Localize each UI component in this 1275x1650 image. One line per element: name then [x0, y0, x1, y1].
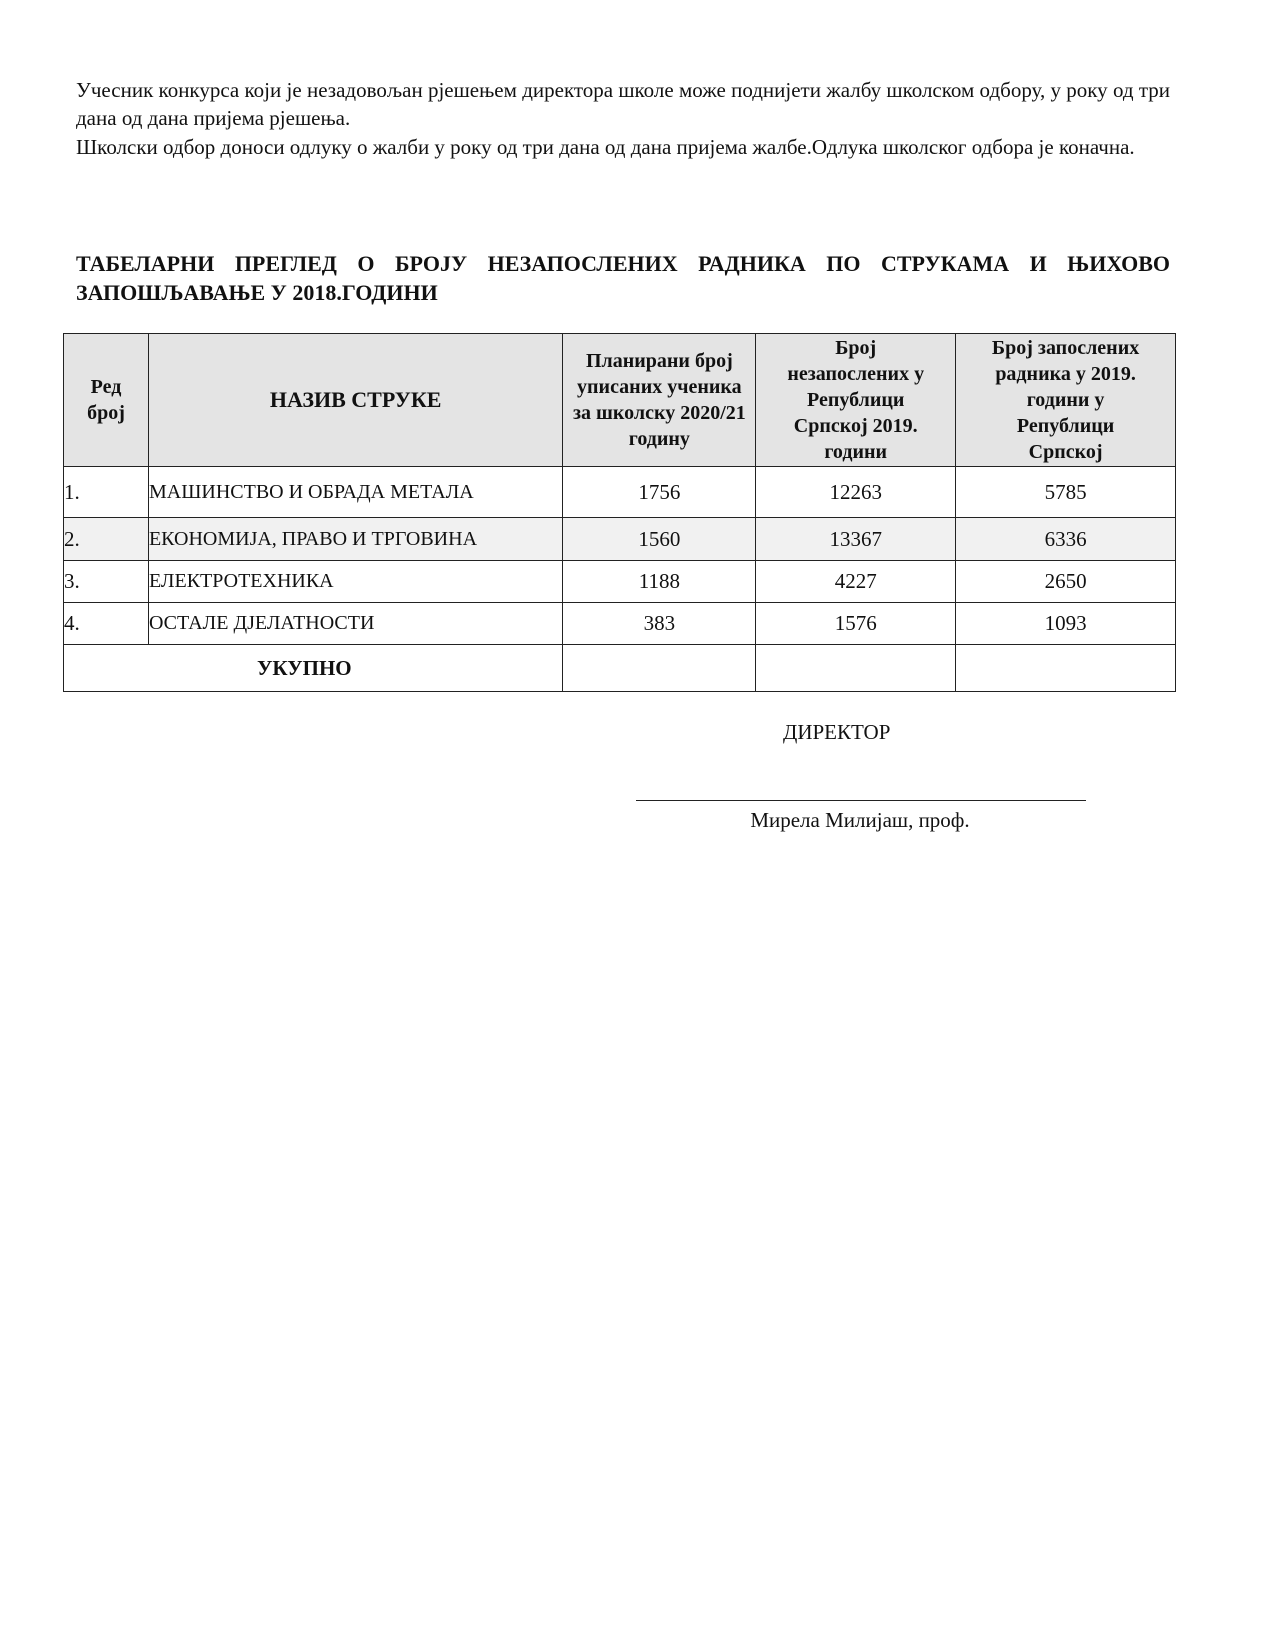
table-heading: ТАБЕЛАРНИ ПРЕГЛЕД О БРОЈУ НЕЗАПОСЛЕНИХ РАДНИКА ПО СТРУКАМА И ЊИХОВО ЗАПОШЉАВАЊЕ У 2018.ГОДИНИ — [76, 251, 1170, 305]
row-employed: 6336 — [956, 518, 1176, 561]
row-employed: 1093 — [956, 603, 1176, 645]
row-number: 1. — [64, 467, 149, 518]
row-unemployed: 1576 — [756, 603, 956, 645]
row-name: МАШИНСТВО И ОБРАДА МЕТАЛА — [148, 467, 562, 518]
signer-name: Мирела Милијаш, проф. — [750, 808, 970, 832]
header-name: НАЗИВ СТРУКЕ — [148, 334, 562, 467]
row-number: 2. — [64, 518, 149, 561]
signature-line — [636, 800, 1086, 801]
data-table — [63, 333, 1176, 692]
row-planned: 1756 — [563, 467, 756, 518]
row-number: 3. — [64, 561, 149, 603]
total-row — [64, 645, 1176, 692]
row-name: ЕЛЕКТРОТЕХНИКА — [148, 561, 562, 603]
row-employed: 5785 — [956, 467, 1176, 518]
table-header-row — [64, 334, 1176, 467]
row-unemployed: 13367 — [756, 518, 956, 561]
row-name: ЕКОНОМИЈА, ПРАВО И ТРГОВИНА — [148, 518, 562, 561]
row-unemployed: 4227 — [756, 561, 956, 603]
intro-paragraph-1: Учесник конкурса који је незадовољан рјешењем директора школе може поднијети жалбу школском одбору, у року од три дана од дана пријема рјешења. — [76, 78, 1170, 130]
table-row — [64, 467, 1176, 518]
row-name: ОСТАЛЕ ДЈЕЛАТНОСТИ — [148, 603, 562, 645]
table-row — [64, 561, 1176, 603]
row-planned: 1560 — [563, 518, 756, 561]
table-row — [64, 518, 1176, 561]
table-row — [64, 603, 1176, 645]
header-planned: Планирани број уписаних ученика за школску 2020/21 годину — [563, 334, 756, 467]
header-rownum: Ред број — [64, 334, 149, 467]
row-unemployed: 12263 — [756, 467, 956, 518]
total-employed — [956, 645, 1176, 692]
header-unemployed: Број незапослених у Републици Српској 2019. години — [756, 334, 956, 467]
row-planned: 383 — [563, 603, 756, 645]
row-employed: 2650 — [956, 561, 1176, 603]
total-unemployed — [756, 645, 956, 692]
header-employed: Број запослених радника у 2019. години у Републици Српској — [956, 334, 1176, 467]
total-planned — [563, 645, 756, 692]
row-planned: 1188 — [563, 561, 756, 603]
total-label: УКУПНО — [64, 645, 563, 692]
row-number: 4. — [64, 603, 149, 645]
intro-paragraph-2: Школски одбор доноси одлуку о жалби у року од три дана од дана пријема жалбе.Одлука школског одбора је коначна. — [76, 135, 1135, 159]
signature-title: ДИРЕКТОР — [783, 720, 891, 744]
